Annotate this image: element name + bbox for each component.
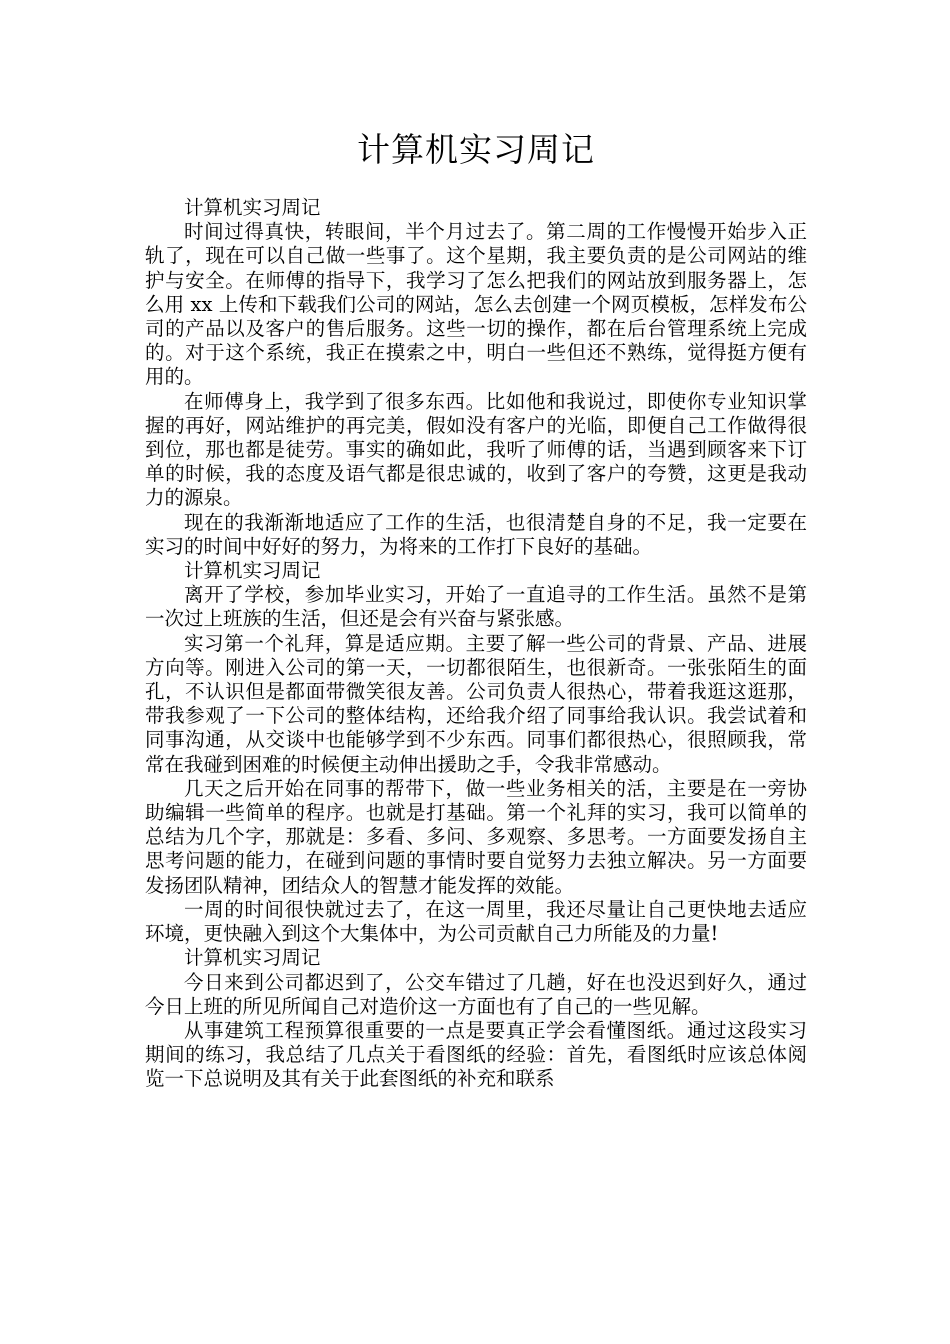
paragraph: 时间过得真快，转眼间，半个月过去了。第二周的工作慢慢开始步入正轨了，现在可以自己做一些事了。这个星期，我主要负责的是公司网站的维护与安全。在师傅的指导下，我学习了怎么把我们的网站放到服务器上，怎么用 xx 上传和下载我们公司的网站，怎么去创建一个网页模板，怎样发布公司的产品以及客户的售后服务。这些一切的操作，都在后台管理系统上完成的。对于这个系统，我正在摸索之中，明白一些但还不熟练，觉得挺方便有用的。 [145,220,807,389]
paragraph: 从事建筑工程预算很重要的一点是要真正学会看懂图纸。通过这段实习期间的练习，我总结了几点关于看图纸的经验：首先，看图纸时应该总体阅览一下总说明及其有关于此套图纸的补充和联系 [145,1018,807,1091]
paragraph-heading: 计算机实习周记 [184,196,321,219]
paragraph-heading: 计算机实习周记 [184,946,321,970]
paragraph: 一周的时间很快就过去了，在这一周里，我还尽量让自己更快地去适应环境，更快融入到这个大集体中，为公司贡献自己力所能及的力量! [145,897,807,946]
paragraph: 今日来到公司都迟到了，公交车错过了几趟，好在也没迟到好久，通过今日上班的所见所闻自己对造价这一方面也有了自己的一些见解。 [145,970,807,1018]
document-page [145,128,807,1092]
paragraph-heading: 计算机实习周记 [184,559,321,583]
paragraph: 离开了学校，参加毕业实习，开始了一直追寻的工作生活。虽然不是第一次过上班族的生活，但还是会有兴奋与紧张感。 [145,583,807,631]
document-title: 计算机实习周记 [357,130,595,169]
paragraph: 在师傅身上，我学到了很多东西。比如他和我说过，即使你专业知识掌握的再好，网站维护的再完美，假如没有客户的光临，即便自己工作做得很到位，那也都是徒劳。事实的确如此，我听了师傅的话，当遇到顾客来下订单的时候，我的态度及语气都是很忠诚的，收到了客户的夸赞，这更是我动力的源泉。 [145,389,807,510]
paragraph: 几天之后开始在同事的帮带下，做一些业务相关的活，主要是在一旁协助编辑一些简单的程序。也就是打基础。第一个礼拜的实习，我可以简单的总结为几个字，那就是：多看、多问、多观察、多思考。一方面要发扬自主思考问题的能力，在碰到问题的事情时要自觉努力去独立解决。另一方面要发扬团队精神，团结众人的智慧才能发挥的效能。 [145,776,807,897]
paragraph: 实习第一个礼拜，算是适应期。主要了解一些公司的背景、产品、进展方向等。刚进入公司的第一天，一切都很陌生，也很新奇。一张张陌生的面孔，不认识但是都面带微笑很友善。公司负责人很热心，带着我逛这逛那，带我参观了一下公司的整体结构，还给我介绍了同事给我认识。我尝试着和同事沟通，从交谈中也能够学到不少东西。同事们都很热心，很照顾我，常常在我碰到困难的时候便主动伸出援助之手，令我非常感动。 [145,631,807,776]
paragraph: 现在的我渐渐地适应了工作的生活，也很清楚自身的不足，我一定要在实习的时间中好好的努力，为将来的工作打下良好的基础。 [145,510,807,558]
document-body [145,196,807,1092]
